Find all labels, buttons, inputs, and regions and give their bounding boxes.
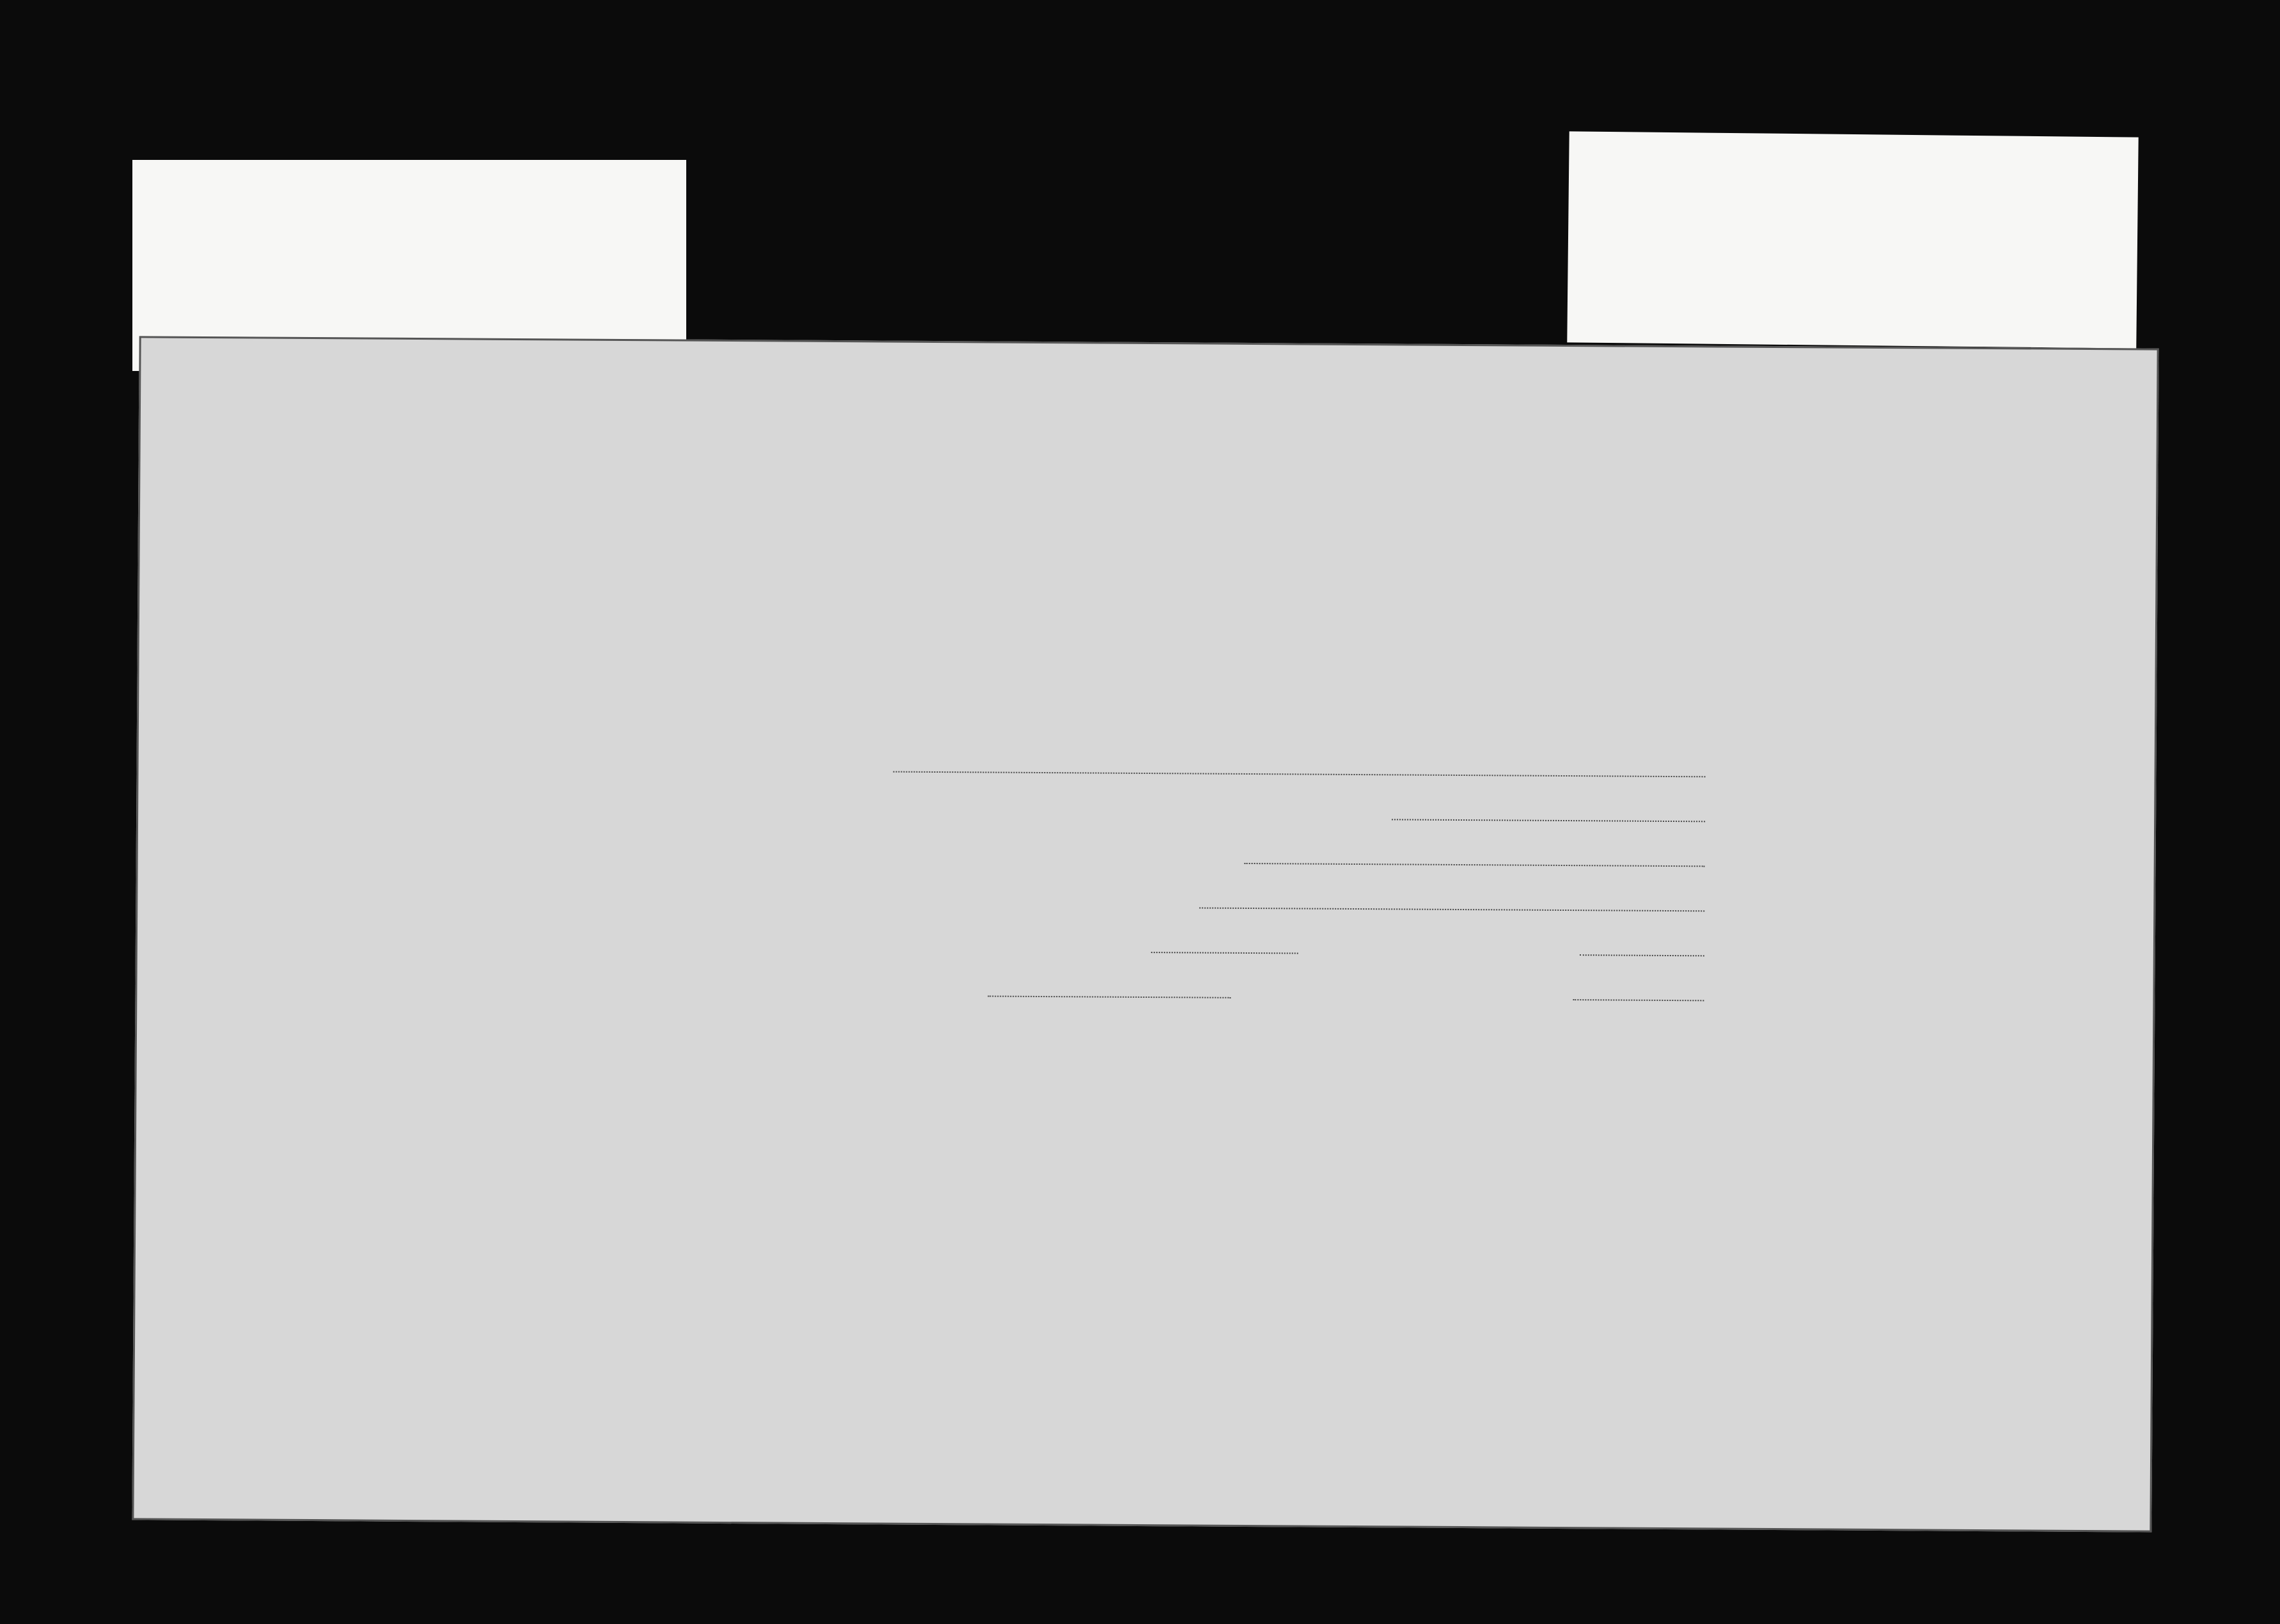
bleed-through-tag bbox=[1567, 131, 2138, 348]
census-card bbox=[132, 336, 2158, 1532]
tag-right-ru bbox=[1569, 171, 2138, 177]
tag-right-en bbox=[1569, 171, 2138, 177]
